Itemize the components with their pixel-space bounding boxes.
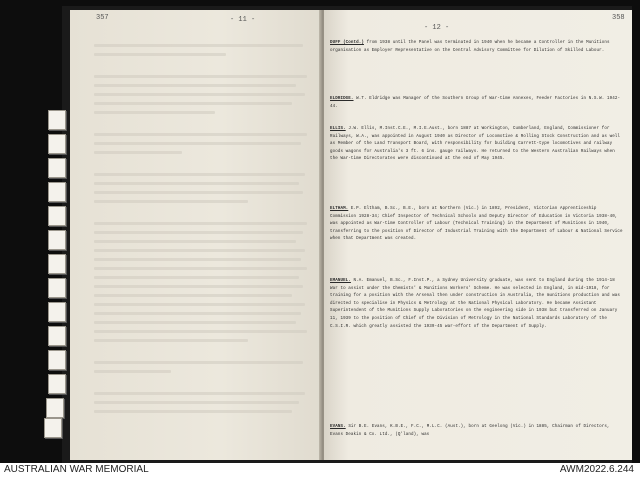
entry-duff bbox=[330, 40, 624, 55]
entry-eltham bbox=[330, 206, 624, 244]
page-marker-tab bbox=[48, 158, 66, 178]
right-page-corner-number: 358 bbox=[612, 14, 625, 22]
left-page-corner-number: 357 bbox=[96, 14, 109, 22]
right-page-number: - 12 - bbox=[424, 24, 450, 32]
entry-ellis bbox=[330, 126, 624, 164]
entry-text: W.T. Eldridge was Manager of the Southern Group of War-time Annexes, Feeder Factories in N.S.W. 1942-44. bbox=[330, 97, 621, 109]
page-marker-tab bbox=[48, 206, 66, 226]
entry-name: EMANUEL. bbox=[330, 279, 351, 283]
right-page bbox=[324, 10, 632, 460]
entry-evans bbox=[330, 424, 624, 439]
entry-text: N.A. Emanuel, B.Sc., F.Inst.P., a Sydney University graduate, was sent to England during the 1914-18 War to assist under the Chemists' & Munitions Workers' Scheme. He was selected in England, in mid-1918, for training for a position with the Arsenal then under construction in Australia, the munitions production and was directed to specialise in Physics & Metrology at the National Physical Laboratory. He became Assistant Superintendent of the Munitions Supply Laboratories on the engineering side in 1938 but transferred on January 11, 1939 to the position of Chief of the Division of Metrology in the National Standards Laboratory of the C.S.I.R. which greatly assisted the 1939-45 war-effort of the Department of Supply. bbox=[330, 279, 621, 329]
entry-name: ELDRIDGE. bbox=[330, 97, 354, 101]
archive-footer bbox=[0, 463, 640, 477]
page-marker-tab bbox=[48, 254, 66, 274]
page-marker-tab bbox=[46, 398, 64, 418]
page-marker-tab bbox=[48, 374, 66, 394]
archive-reference: AWM2022.6.244 bbox=[559, 464, 634, 475]
entry-eldridge bbox=[330, 96, 624, 111]
entry-name: DUFF (Contd.) bbox=[330, 41, 364, 45]
entry-text: from 1938 until the Panel was terminated in 1940 when he became a Controller in the Munitions organisation as Employer Representative on the Central Advisory Committee for Dilution of Skilled Labour. bbox=[330, 41, 610, 53]
entry-text: J.W. Ellis, M.Inst.C.E., M.I.E.Aust., born 1887 at Workington, Cumberland, England, Commissioner for Railways, W.A., was appointed in August 1940 as Director of Locomotive & Rolling Stock Construction and as well as Member of the Land Transport Board, with responsibility for building Carrett-type locomotives and railway goods wagons for Australia's 3 ft. 6 ins. gauge railways. He returned to the Western Australian Railways when the War-time Directorates were discontinued at the end of May 1945. bbox=[330, 127, 621, 162]
page-marker-tab bbox=[48, 134, 66, 154]
page-marker-tab bbox=[48, 302, 66, 322]
entry-name: ELLIS. bbox=[330, 127, 346, 131]
page-marker-tab bbox=[48, 350, 66, 370]
page-marker-tab bbox=[48, 110, 66, 130]
page-marker-tab bbox=[48, 326, 66, 346]
left-page-number: - 11 - bbox=[230, 16, 256, 24]
entry-name: EVANS. bbox=[330, 425, 346, 429]
archive-name: AUSTRALIAN WAR MEMORIAL bbox=[4, 464, 149, 475]
page-marker-tab bbox=[48, 278, 66, 298]
left-page-faded-text bbox=[70, 44, 322, 419]
page-marker-tab bbox=[48, 182, 66, 202]
entry-emanuel bbox=[330, 278, 624, 331]
entry-name: ELTHAM. bbox=[330, 207, 349, 211]
left-page bbox=[70, 10, 322, 460]
page-marker-tabs bbox=[40, 110, 68, 440]
entry-text: E.P. Eltham, B.Sc., B.E., born at Northern (Vic.) in 1892, President, Victorian Apprenticeship Commission 1928-34; Chief Inspector of Technical Schools and Deputy Director of Education in Victoria 1938-40, was appointed as War-time Controller of Labour (Technical Training) in the Department of Munitions in 1940, transferring to the position of Director of Industrial Training with the Department of Labour & National Service when that Department was created. bbox=[330, 207, 623, 242]
page-marker-tab bbox=[48, 230, 66, 250]
entry-text: Sir B.E. Evans, K.B.E., F.C., M.L.C. (Aust.), born at Geelong (Vic.) in 1885, Chairman of Directors, Evans Deakin & Co. Ltd., (Q'land), was bbox=[330, 425, 610, 437]
page-marker-tab bbox=[44, 418, 62, 438]
